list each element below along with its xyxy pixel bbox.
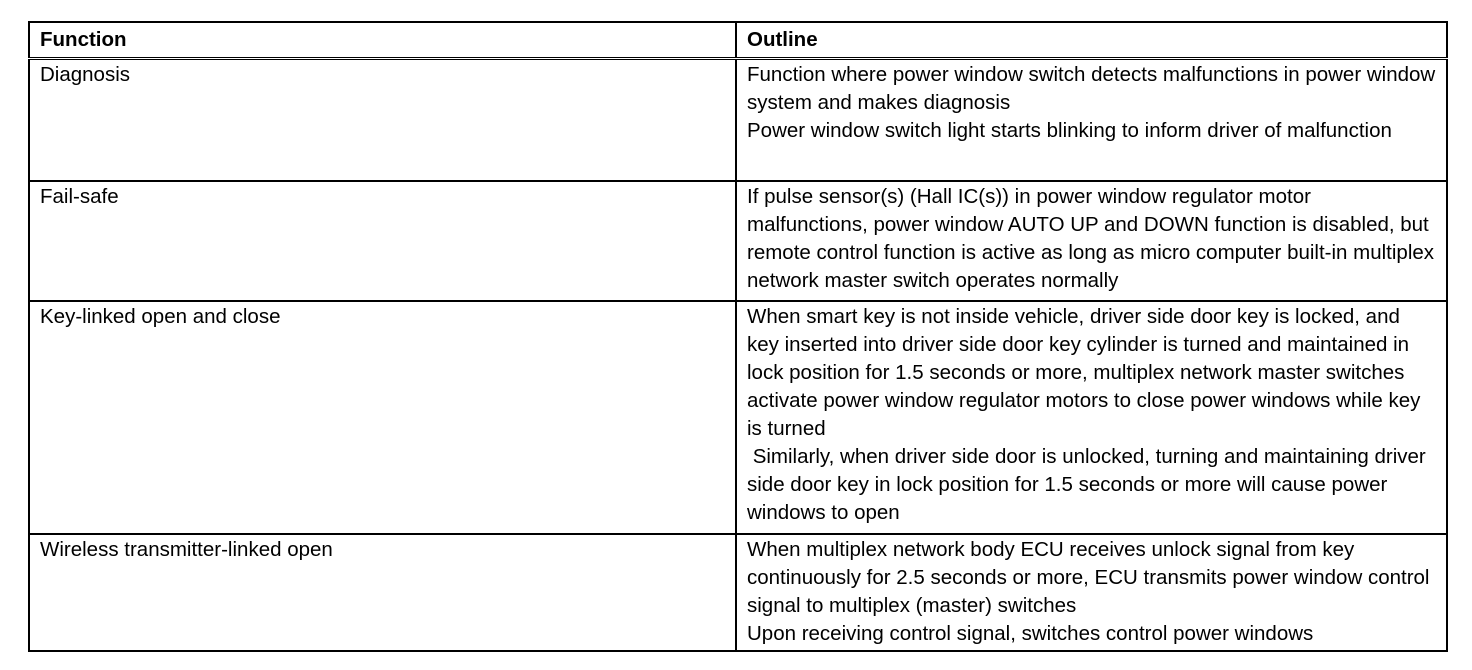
table-header-row [29, 22, 1447, 59]
table-row [29, 181, 1447, 301]
outline-line: When smart key is not inside vehicle, driver side door key is locked, and key inserted into driver side door key cylinder is turned and maintained in lock position for 1.5 seconds or more, multiplex network master switches activate power window regulator motors to close power windows while key is turned [747, 305, 1427, 440]
outline-cell [736, 534, 1447, 651]
outline-line: If pulse sensor(s) (Hall IC(s)) in power window regulator motor malfunctions, power window AUTO UP and DOWN function is disabled, but remote control function is active as long as micro computer built-in multiplex network master switch operates normally [747, 185, 1440, 292]
table-row [29, 534, 1447, 651]
outline-cell [736, 59, 1447, 182]
outline-cell [736, 301, 1447, 534]
function-cell: Key-linked open and close [29, 301, 736, 534]
function-cell: Fail-safe [29, 181, 736, 301]
outline-line: Power window switch light starts blinking to inform driver of malfunction [747, 119, 1392, 142]
outline-line: When multiplex network body ECU receives unlock signal from key continuously for 2.5 seconds or more, ECU transmits power window control signal to multiplex (master) switches [747, 538, 1436, 617]
outline-line: Function where power window switch detects malfunctions in power window system and makes diagnosis [747, 63, 1441, 114]
outline-line: Upon receiving control signal, switches control power windows [747, 622, 1314, 645]
function-cell: Diagnosis [29, 59, 736, 182]
header-outline: Outline [736, 22, 1447, 59]
function-cell: Wireless transmitter-linked open [29, 534, 736, 651]
header-function: Function [29, 22, 736, 59]
table-row [29, 301, 1447, 534]
outline-line: Similarly, when driver side door is unlocked, turning and maintaining driver side door key in lock position for 1.5 seconds or more will cause power windows to open [747, 445, 1432, 524]
function-outline-table [28, 21, 1448, 652]
outline-cell [736, 181, 1447, 301]
table-row [29, 59, 1447, 182]
